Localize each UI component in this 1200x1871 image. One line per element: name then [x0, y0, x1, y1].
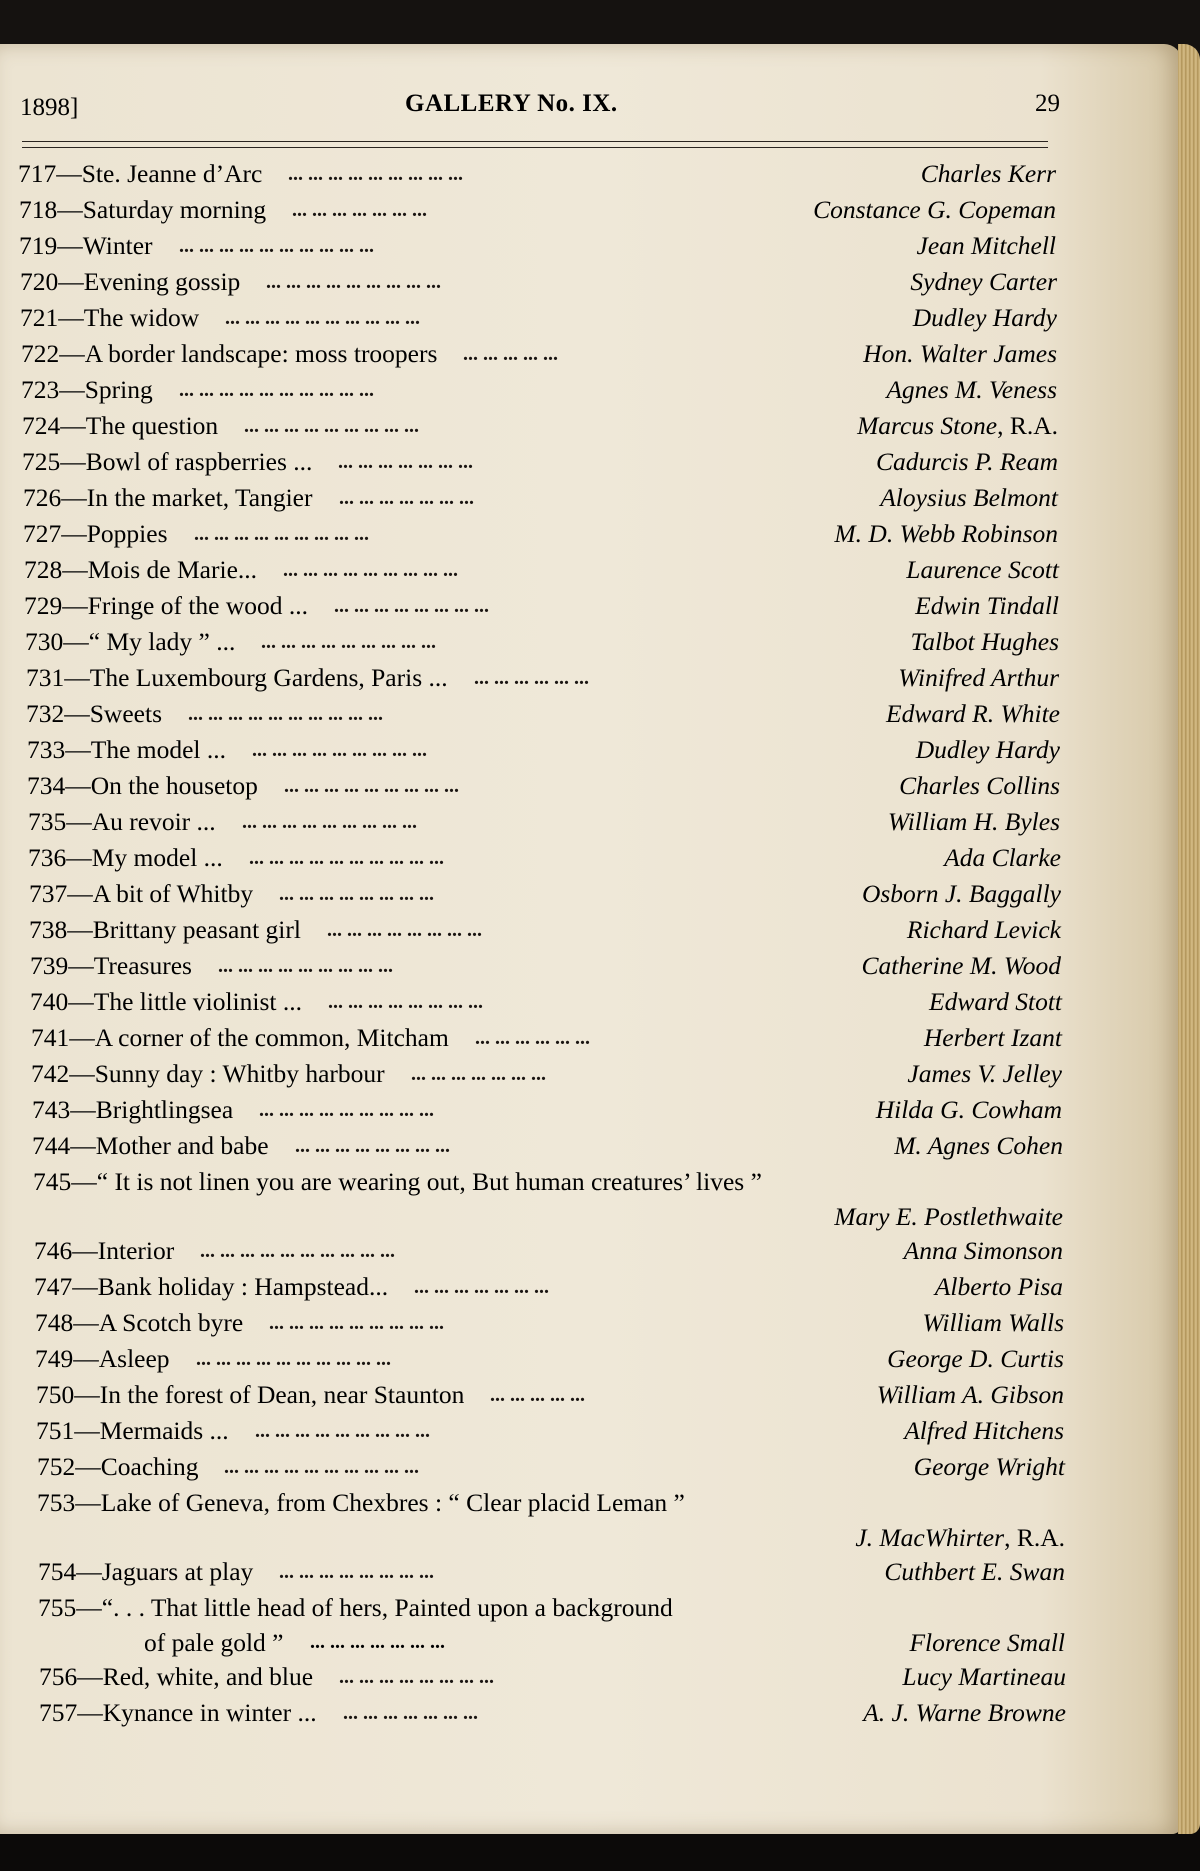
entry-title: 735—Au revoir ...	[28, 807, 216, 836]
catalogue-entry	[0, 1128, 1182, 1164]
entry-artist	[876, 444, 1058, 480]
leader-dots: ... ... ... ... ... ... ... ... ...	[288, 163, 463, 185]
leader-dots: ... ... ... ... ... ... ...	[343, 1702, 478, 1724]
leader-dots: ... ... ... ... ... ... ...	[310, 1631, 445, 1653]
entry-artist	[886, 696, 1060, 732]
catalogue-entry	[0, 228, 1182, 264]
catalogue-entries	[0, 156, 1182, 1731]
leader-dots: ... ... ... ... ... ... ... ... ...	[242, 811, 417, 833]
artist-name: Ada Clarke	[944, 843, 1061, 872]
leader-dots: ... ... ... ... ... ... ...	[338, 451, 473, 473]
entry-artist	[907, 1056, 1062, 1092]
catalogue-entry	[0, 588, 1182, 624]
gallery-title: GALLERY No. IX.	[405, 90, 618, 117]
leader-dots: ... ... ... ... ... ... ... ... ... ...	[249, 847, 444, 869]
catalogue-entry	[0, 336, 1182, 372]
catalogue-entry	[0, 264, 1182, 300]
entry-title: 725—Bowl of raspberries ...	[22, 447, 313, 476]
artist-name: Laurence Scott	[906, 555, 1059, 584]
entry-artist	[914, 1449, 1065, 1485]
leader-dots: ... ... ... ... ... ... ... ... ...	[244, 415, 419, 437]
entry-title: 755—“. . . That little head of hers, Painted upon a background	[38, 1593, 673, 1622]
entry-title: 734—On the housetop	[27, 771, 258, 800]
artist-name: Osborn J. Baggally	[861, 879, 1061, 908]
artist-name: William Walls	[922, 1308, 1064, 1337]
leader-dots: ... ... ... ... ... ... ... ...	[279, 1561, 434, 1583]
leader-dots: ... ... ... ... ... ... ... ... ...	[284, 775, 459, 797]
catalogue-entry	[0, 372, 1182, 408]
leader-dots: ... ... ... ... ... ... ... ... ... ...	[225, 307, 420, 329]
entry-artist	[886, 372, 1057, 408]
entry-artist	[944, 840, 1061, 876]
entry-title: 724—The question	[22, 411, 219, 440]
leader-dots: ... ... ... ... ...	[490, 1384, 585, 1406]
entry-title-continuation: of pale gold ”	[144, 1628, 284, 1657]
artist-name: Hon. Walter James	[863, 339, 1057, 368]
entry-artist	[910, 624, 1059, 660]
entry-artist	[904, 1233, 1063, 1269]
leader-dots: ... ... ... ... ... ... ... ...	[328, 991, 483, 1013]
catalogue-entry	[0, 1413, 1182, 1449]
entry-artist	[834, 1200, 1063, 1233]
entry-artist	[834, 516, 1058, 552]
artist-name: Mary E. Postlethwaite	[834, 1202, 1063, 1231]
catalogue-entry	[0, 1590, 1182, 1626]
entry-title: 721—The widow	[20, 303, 200, 332]
entry-title: 729—Fringe of the wood ...	[24, 591, 309, 620]
leader-dots: ... ... ... ... ... ... ... ... ...	[269, 1312, 444, 1334]
catalogue-entry	[0, 1485, 1182, 1521]
catalogue-entry	[0, 1056, 1182, 1092]
artist-name: Marcus Stone	[857, 411, 998, 440]
entry-artist	[913, 300, 1057, 336]
leader-dots: ... ... ... ... ...	[463, 343, 558, 365]
artist-name: Lucy Martineau	[902, 1662, 1066, 1691]
catalogue-entry	[0, 732, 1182, 768]
entry-title: 727—Poppies	[23, 519, 168, 548]
leader-dots: ... ... ... ... ... ... ... ... ... ...	[179, 235, 374, 257]
entry-title: 754—Jaguars at play	[38, 1557, 254, 1586]
artist-name: Hilda G. Cowham	[875, 1095, 1062, 1124]
artist-name: Catherine M. Wood	[861, 951, 1061, 980]
artist-suffix: , R.A.	[997, 411, 1058, 440]
leader-dots: ... ... ... ... ... ... ... ...	[327, 919, 482, 941]
catalogue-entry	[0, 876, 1182, 912]
catalogue-entry	[0, 1377, 1182, 1413]
artist-name: George D. Curtis	[887, 1344, 1064, 1373]
artist-name: Edward Stott	[929, 987, 1062, 1016]
entry-title: 728—Mois de Marie...	[24, 555, 258, 584]
entry-title: 731—The Luxembourg Gardens, Paris ...	[26, 663, 448, 692]
leader-dots: ... ... ... ... ... ... ...	[292, 199, 427, 221]
entry-artist	[899, 768, 1060, 804]
artist-name: Sydney Carter	[910, 267, 1057, 296]
catalogue-entry	[0, 300, 1182, 336]
catalogue-entry	[0, 1554, 1182, 1590]
entry-artist	[863, 336, 1057, 372]
page-number: 29	[1035, 90, 1060, 117]
entry-artist	[916, 732, 1060, 768]
catalogue-entry	[0, 768, 1182, 804]
entry-artist	[880, 480, 1058, 516]
artist-name: Jean Mitchell	[916, 231, 1056, 260]
artist-name: Edward R. White	[886, 699, 1060, 728]
entry-title: 717—Ste. Jeanne d’Arc	[18, 159, 263, 188]
entry-title: 738—Brittany peasant girl	[29, 915, 301, 944]
entry-title: 718—Saturday morning	[19, 195, 267, 224]
artist-name: Alfred Hitchens	[904, 1416, 1064, 1445]
leader-dots: ... ... ... ... ... ... ... ...	[334, 595, 489, 617]
entry-artist	[907, 912, 1061, 948]
catalogue-entry	[0, 804, 1182, 840]
leader-dots: ... ... ... ... ... ... ... ... ... ...	[179, 379, 374, 401]
entry-artist	[876, 1092, 1062, 1128]
entry-artist	[888, 804, 1060, 840]
entry-title: 751—Mermaids ...	[36, 1416, 229, 1445]
entry-artist	[929, 984, 1062, 1020]
leader-dots: ... ... ... ... ... ...	[475, 1027, 590, 1049]
catalogue-entry	[0, 1092, 1182, 1128]
catalogue-entry	[0, 624, 1182, 660]
catalogue-entry	[0, 480, 1182, 516]
entry-title: 719—Winter	[19, 231, 153, 260]
catalogue-entry	[0, 984, 1182, 1020]
entry-title: 756—Red, white, and blue	[39, 1662, 314, 1691]
entry-title: 739—Treasures	[30, 951, 192, 980]
entry-artist	[877, 1377, 1064, 1413]
artist-name: Anna Simonson	[903, 1236, 1063, 1265]
leader-dots: ... ... ... ... ... ... ...	[414, 1276, 549, 1298]
header-rule-top	[22, 141, 1048, 142]
entry-artist	[923, 1305, 1064, 1341]
artist-name: Richard Levick	[906, 915, 1061, 944]
catalogue-entry	[0, 696, 1182, 732]
header-rule-bottom	[22, 147, 1048, 148]
artist-name: William A. Gibson	[876, 1380, 1064, 1409]
catalogue-entry	[0, 444, 1182, 480]
catalogue-entry	[0, 912, 1182, 948]
artist-name: Winifred Arthur	[898, 663, 1059, 692]
entry-title: 733—The model ...	[27, 735, 227, 764]
catalogue-entry	[0, 1164, 1182, 1200]
entry-title: 737—A bit of Whitby	[29, 879, 254, 908]
entry-title: 748—A Scotch byre	[35, 1308, 244, 1337]
entry-title: 747—Bank holiday : Hampstead...	[34, 1272, 389, 1301]
entry-artist	[909, 1626, 1065, 1659]
leader-dots: ... ... ... ... ... ... ... ... ... ...	[196, 1348, 391, 1370]
entry-artist	[884, 1554, 1065, 1590]
artist-name: Edwin Tindall	[915, 591, 1059, 620]
entry-title: 743—Brightlingsea	[32, 1095, 234, 1124]
artist-name: M. D. Webb Robinson	[834, 519, 1058, 548]
catalogue-entry	[0, 1305, 1182, 1341]
artist-name: Herbert Izant	[923, 1023, 1062, 1052]
leader-dots: ... ... ... ... ... ... ... ... ...	[218, 955, 393, 977]
leader-dots: ... ... ... ... ... ... ... ... ...	[252, 739, 427, 761]
catalogue-entry	[0, 408, 1182, 444]
leader-dots: ... ... ... ... ... ...	[474, 667, 589, 689]
entry-title: 726—In the market, Tangier	[23, 483, 313, 512]
leader-dots: ... ... ... ... ... ... ... ...	[295, 1135, 450, 1157]
leader-dots: ... ... ... ... ... ... ... ...	[339, 1666, 494, 1688]
entry-title: 742—Sunny day : Whitby harbour	[31, 1059, 385, 1088]
entry-title: 732—Sweets	[26, 699, 162, 728]
catalogue-entry	[0, 1269, 1182, 1305]
entry-title: 757—Kynance in winter ...	[39, 1698, 317, 1727]
entry-artist	[855, 1521, 1065, 1554]
entry-title: 723—Spring	[21, 375, 153, 404]
artist-name: William H. Byles	[887, 807, 1060, 836]
leader-dots: ... ... ... ... ... ... ... ... ...	[283, 559, 458, 581]
catalogue-entry	[0, 1695, 1182, 1731]
entry-continuation-line	[0, 1521, 1182, 1554]
entry-artist	[857, 408, 1058, 444]
leader-dots: ... ... ... ... ... ... ... ...	[279, 883, 434, 905]
entry-artist	[910, 264, 1057, 300]
entry-continuation-line	[0, 1626, 1182, 1659]
entry-title: 745—“ It is not linen you are wearing out, But human creatures’ lives ”	[33, 1167, 762, 1196]
artist-name: Dudley Hardy	[915, 735, 1060, 764]
catalogue-entry	[0, 192, 1182, 228]
entry-artist	[906, 552, 1059, 588]
artist-name: Cadurcis P. Ream	[875, 447, 1058, 476]
catalogue-entry	[0, 552, 1182, 588]
artist-name: Cuthbert E. Swan	[884, 1557, 1065, 1586]
entry-artist	[917, 228, 1056, 264]
artist-name: George Wright	[913, 1452, 1065, 1481]
entry-artist	[887, 1341, 1064, 1377]
entry-artist	[902, 1659, 1066, 1695]
leader-dots: ... ... ... ... ... ... ... ... ...	[255, 1420, 430, 1442]
entry-artist	[898, 660, 1059, 696]
artist-name: Constance G. Copeman	[813, 195, 1056, 224]
artist-name: A. J. Warne Browne	[863, 1698, 1066, 1727]
entry-artist	[813, 192, 1056, 228]
catalogue-entry	[0, 156, 1182, 192]
entry-title: 740—The little violinist ...	[30, 987, 302, 1016]
leader-dots: ... ... ... ... ... ... ... ... ... ...	[224, 1456, 419, 1478]
artist-name: M. Agnes Cohen	[894, 1131, 1063, 1160]
leader-dots: ... ... ... ... ... ... ... ... ...	[266, 271, 441, 293]
entry-artist	[862, 876, 1061, 912]
entry-artist	[924, 1020, 1062, 1056]
entry-title: 752—Coaching	[37, 1452, 199, 1481]
entry-artist	[861, 948, 1061, 984]
catalogue-entry	[0, 660, 1182, 696]
entry-title: 720—Evening gossip	[20, 267, 241, 296]
entry-artist	[863, 1695, 1066, 1731]
entry-title: 750—In the forest of Dean, near Staunton	[36, 1380, 465, 1409]
catalogue-entry	[0, 1341, 1182, 1377]
entry-title: 749—Asleep	[35, 1344, 170, 1373]
entry-artist	[935, 1269, 1063, 1305]
artist-name: Alberto Pisa	[934, 1272, 1063, 1301]
artist-name: Aloysius Belmont	[880, 483, 1058, 512]
entry-title: 746—Interior	[34, 1236, 175, 1265]
entry-artist	[921, 156, 1056, 192]
entry-artist	[904, 1413, 1064, 1449]
leader-dots: ... ... ... ... ... ... ... ... ... ...	[200, 1240, 395, 1262]
artist-name: James V. Jelley	[907, 1059, 1062, 1088]
artist-name: Agnes M. Veness	[886, 375, 1057, 404]
entry-artist	[894, 1128, 1063, 1164]
artist-name: Talbot Hughes	[910, 627, 1059, 656]
catalogue-entry	[0, 840, 1182, 876]
catalogue-entry	[0, 1449, 1182, 1485]
catalogue-entry	[0, 1659, 1182, 1695]
leader-dots: ... ... ... ... ... ... ... ... ...	[259, 1099, 434, 1121]
artist-name: Florence Small	[909, 1628, 1065, 1657]
running-header	[20, 90, 1060, 132]
leader-dots: ... ... ... ... ... ... ... ... ...	[194, 523, 369, 545]
catalogue-entry	[0, 516, 1182, 552]
leader-dots: ... ... ... ... ... ... ... ... ... ...	[188, 703, 383, 725]
entry-artist	[915, 588, 1059, 624]
leader-dots: ... ... ... ... ... ... ...	[339, 487, 474, 509]
entry-title: 753—Lake of Geneva, from Chexbres : “ Clear placid Leman ”	[37, 1488, 685, 1517]
artist-suffix: , R.A.	[1004, 1523, 1065, 1552]
entry-title: 741—A corner of the common, Mitcham	[31, 1023, 449, 1052]
artist-name: J. MacWhirter	[855, 1523, 1005, 1552]
artist-name: Charles Collins	[899, 771, 1060, 800]
header-year: 1898]	[20, 94, 79, 121]
leader-dots: ... ... ... ... ... ... ... ... ...	[261, 631, 436, 653]
catalogue-entry	[0, 948, 1182, 984]
entry-title: 744—Mother and babe	[32, 1131, 269, 1160]
entry-continuation-line	[0, 1200, 1182, 1233]
entry-title: 730—“ My lady ” ...	[25, 627, 236, 656]
artist-name: Dudley Hardy	[912, 303, 1057, 332]
catalogue-entry	[0, 1020, 1182, 1056]
catalogue-entry	[0, 1233, 1182, 1269]
artist-name: Charles Kerr	[920, 159, 1056, 188]
entry-title: 736—My model ...	[28, 843, 223, 872]
leader-dots: ... ... ... ... ... ... ...	[411, 1063, 546, 1085]
entry-title: 722—A border landscape: moss troopers	[21, 339, 438, 368]
